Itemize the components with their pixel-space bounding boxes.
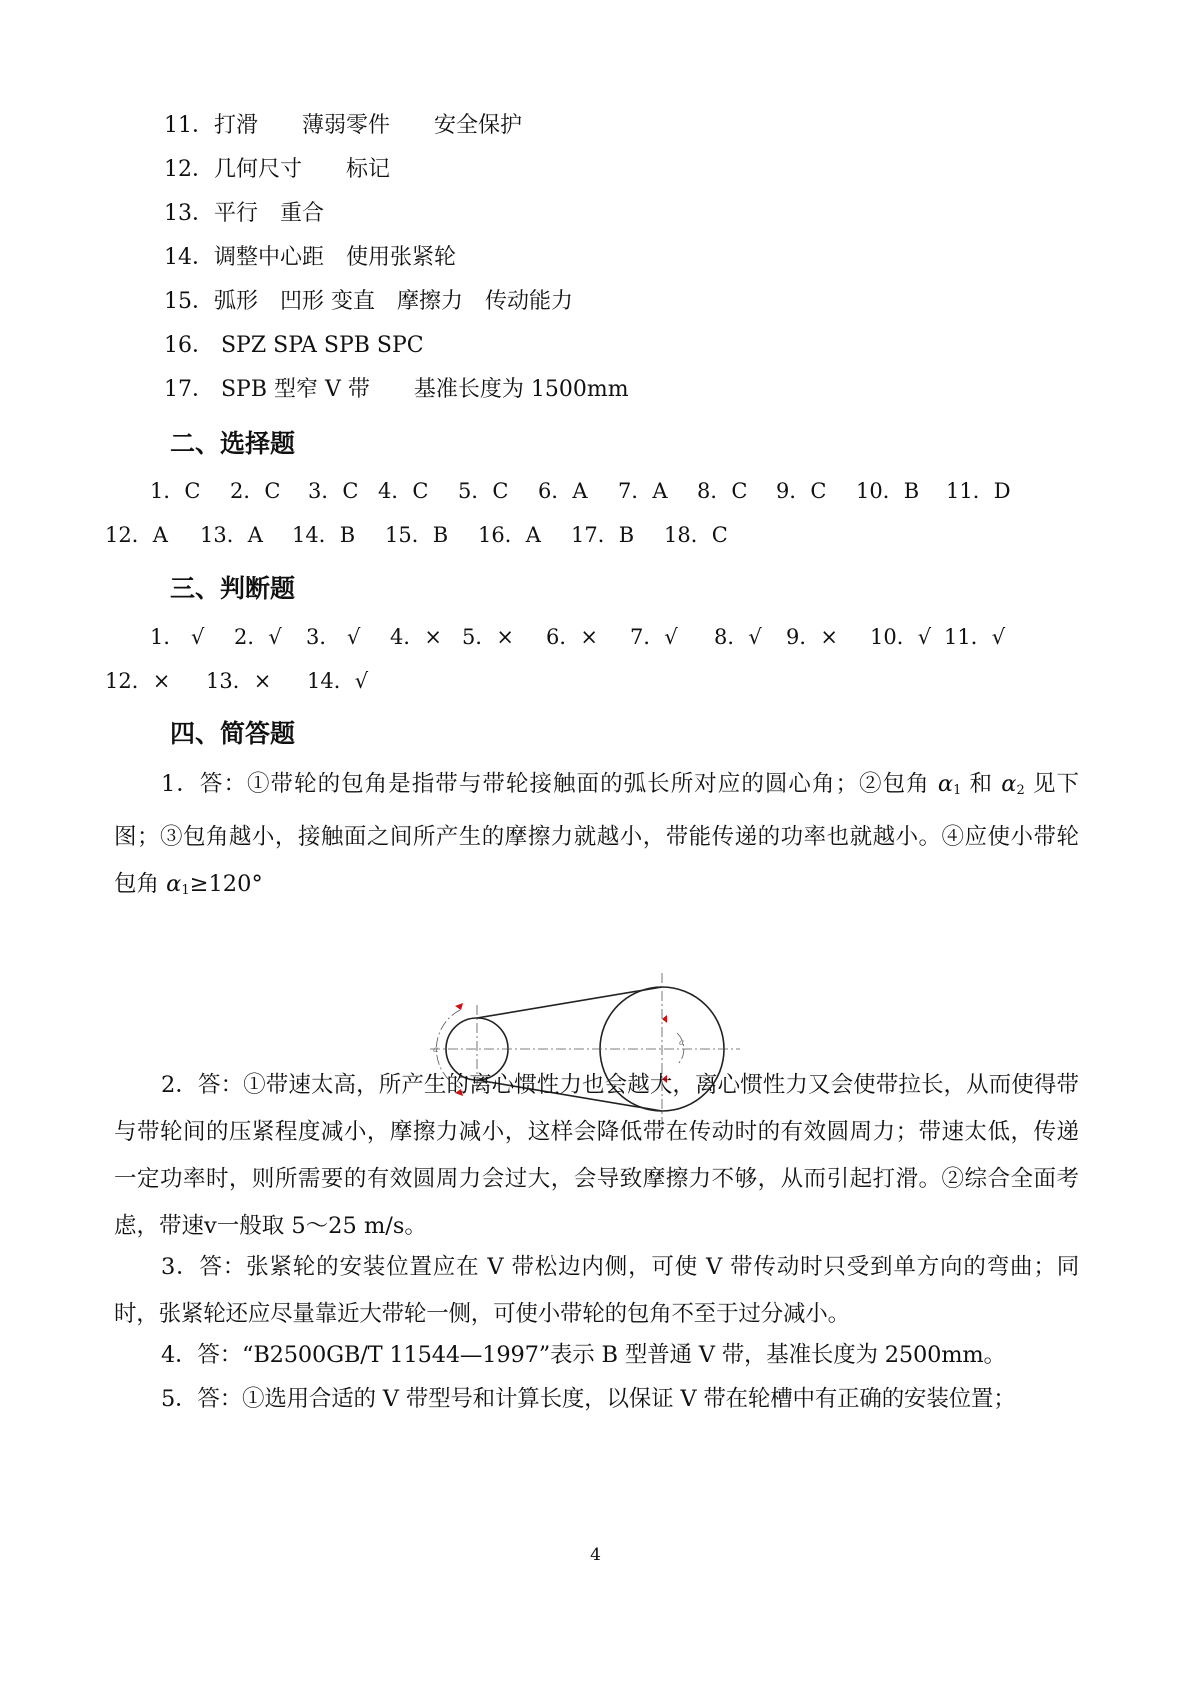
choice-answers-row-2	[0, 520, 1191, 550]
choice-answer: 14．B	[292, 523, 356, 547]
angle-label-small: α	[433, 1045, 439, 1054]
section-title-choice: 二、选择题	[170, 429, 296, 458]
choice-answer: 18．C	[664, 523, 728, 547]
choice-answer: 6．A	[538, 479, 588, 503]
answer-4: 4．答：“B2500GB/T 11544—1997”表示 B 型普通 V 带，基准长度为 2500mm。	[161, 1342, 1006, 1368]
judgment-answers-row-2	[0, 666, 1191, 696]
judgment-answer: 3． √	[306, 625, 361, 649]
choice-answers-row-1	[0, 476, 1191, 506]
fill-answer-17: 17． SPB 型窄 V 带 基准长度为 1500mm	[164, 377, 629, 402]
choice-answer: 4．C	[378, 479, 429, 503]
judgment-answer: 12．×	[105, 669, 171, 693]
judgment-answer: 2．√	[234, 625, 282, 649]
fill-answer-12: 12．几何尺寸 标记	[164, 157, 390, 182]
section-title-short-answer: 四、简答题	[170, 719, 296, 748]
judgment-answer: 6．×	[546, 625, 598, 649]
choice-answer: 3．C	[308, 479, 359, 503]
judgment-answer: 1． √	[150, 625, 205, 649]
judgment-answer: 4．×	[390, 625, 442, 649]
choice-answer: 16．A	[478, 523, 541, 547]
fill-answer-15: 15．弧形 凹形 变直 摩擦力 传动能力	[164, 289, 573, 314]
judgment-answer: 11．√	[944, 625, 1006, 649]
section-title-judgment: 三、判断题	[170, 574, 296, 603]
choice-answer: 15．B	[385, 523, 449, 547]
judgment-answer: 9．×	[786, 625, 838, 649]
judgment-answer: 7．√	[630, 625, 678, 649]
choice-answer: 17．B	[571, 523, 635, 547]
arrow-icon	[455, 1003, 463, 1010]
judgment-answer: 8．√	[714, 625, 762, 649]
answer-1: 1．答：①带轮的包角是指带与带轮接触面的弧长所对应的圆心角；②包角 $\alpha_1$ 和 $\alpha_2$ 见下图；③包角越小，接触面之间所产生的摩擦力就越小，带能传递的功率也就越小。④应使小带轮包角 $\alpha_1\ge 120^\circ$	[114, 771, 1079, 898]
fill-answer-16: 16． SPZ SPA SPB SPC	[164, 333, 424, 358]
fill-answer-11: 11．打滑 薄弱零件 安全保护	[164, 113, 522, 138]
choice-answer: 2．C	[230, 479, 281, 503]
judgment-answer: 5．×	[462, 625, 514, 649]
page-number: 4	[590, 1545, 601, 1565]
judgment-answer: 14．√	[307, 669, 369, 693]
choice-answer: 13．A	[200, 523, 263, 547]
choice-answer: 5．C	[458, 479, 509, 503]
angle-label-large: α	[679, 1038, 685, 1047]
answer-3: 3．答：张紧轮的安装位置应在 V 带松边内侧，可使 V 带传动时只受到单方向的弯曲；同时，张紧轮还应尽量靠近大带轮一侧，可使小带轮的包角不至于过分减小。	[114, 1254, 1079, 1327]
answer-5: 5．答：①选用合适的 V 带型号和计算长度，以保证 V 带在轮槽中有正确的安装位置；	[161, 1386, 1016, 1412]
fill-answer-14: 14．调整中心距 使用张紧轮	[164, 245, 456, 270]
choice-answer: 9．C	[776, 479, 827, 503]
choice-answer: 7．A	[618, 479, 668, 503]
fill-answer-13: 13．平行 重合	[164, 201, 324, 226]
belt-tight-side	[477, 987, 662, 1018]
judgment-answers-row-1	[0, 622, 1191, 652]
choice-answer: 11．D	[946, 479, 1011, 503]
answer-2: 2．答：①带速太高，所产生的离心惯性力也会越大，离心惯性力又会使带拉长，从而使得带与带轮间的压紧程度减小，摩擦力减小，这样会降低带在传动时的有效圆周力；带速太低，传递一定功率时，则所需要的有效圆周力会过大，会导致摩擦力不够，从而引起打滑。②综合全面考虑，带速v一般取 5～25 m/s。	[114, 1072, 1079, 1239]
arrow-icon	[662, 1015, 667, 1023]
choice-answer: 1．C	[150, 479, 201, 503]
judgment-answer: 13．×	[206, 669, 272, 693]
choice-answer: 10．B	[856, 479, 920, 503]
judgment-answer: 10．√	[870, 625, 932, 649]
choice-answer: 8．C	[697, 479, 748, 503]
choice-answer: 12．A	[105, 523, 168, 547]
